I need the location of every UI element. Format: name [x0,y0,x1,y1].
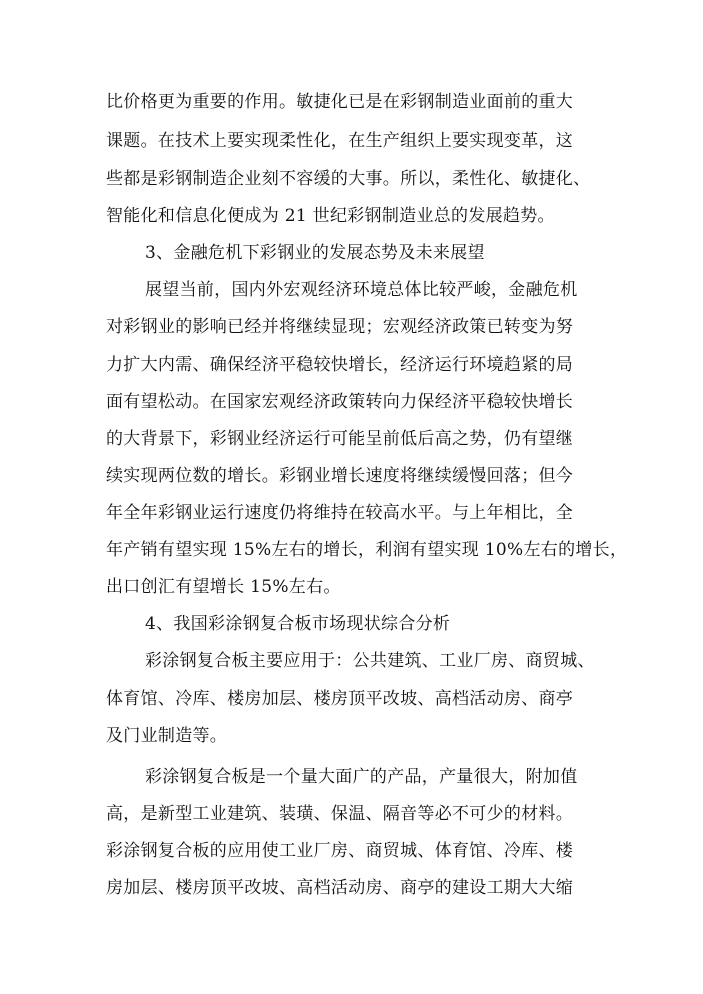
text-line: 彩涂钢复合板主要应用于：公共建筑、工业厂房、商贸城、 [145,651,595,671]
text-line: 彩涂钢复合板的应用使工业厂房、商贸城、体育馆、冷库、楼 [106,841,574,861]
section-heading-4: 4、我国彩涂钢复合板市场现状综合分析 [145,614,451,634]
text-line: 房加层、楼房顶平改坡、高档活动房、商亭的建设工期大大缩 [106,878,574,898]
text-line: 的大背景下，彩钢业经济运行可能呈前低后高之势，仍有望继 [106,429,574,449]
text-line: 出口创汇有望增长 15%左右。 [106,577,341,597]
text-line: 力扩大内需、确保经济平稳较快增长，经济运行环境趋紧的局 [106,355,574,375]
text-line: 面有望松动。在国家宏观经济政策转向力保经济平稳较快增长 [106,392,574,412]
text-line: 对彩钢业的影响已经并将继续显现；宏观经济政策已转变为努 [106,317,574,337]
text-line: 高，是新型工业建筑、装璜、保温、隔音等必不可少的材料。 [106,804,574,824]
text-line: 续实现两位数的增长。彩钢业增长速度将继续缓慢回落；但今 [106,466,574,486]
text-line: 课题。在技术上要实现柔性化，在生产组织上要实现变革，这 [106,131,574,151]
text-line: 及门业制造等。 [106,726,228,746]
text-line: 年全年彩钢业运行速度仍将维持在较高水平。与上年相比，全 [106,503,574,523]
text-line: 体育馆、冷库、楼房加层、楼房顶平改坡、高档活动房、商亭 [106,689,574,709]
text-line: 智能化和信息化便成为 21 世纪彩钢制造业总的发展趋势。 [106,206,555,226]
text-line: 些都是彩钢制造企业刻不容缓的大事。所以，柔性化、敏捷化、 [106,169,591,189]
text-line: 展望当前，国内外宏观经济环境总体比较严峻，金融危机 [145,280,578,300]
text-line: 彩涂钢复合板是一个量大面广的产品，产量很大，附加值 [145,767,578,787]
text-line: 年产销有望实现 15%左右的增长，利润有望实现 10%左右的增长， [106,540,628,560]
section-heading-3: 3、金融危机下彩钢业的发展态势及未来展望 [145,243,485,263]
text-line: 比价格更为重要的作用。敏捷化已是在彩钢制造业面前的重大 [106,92,574,112]
